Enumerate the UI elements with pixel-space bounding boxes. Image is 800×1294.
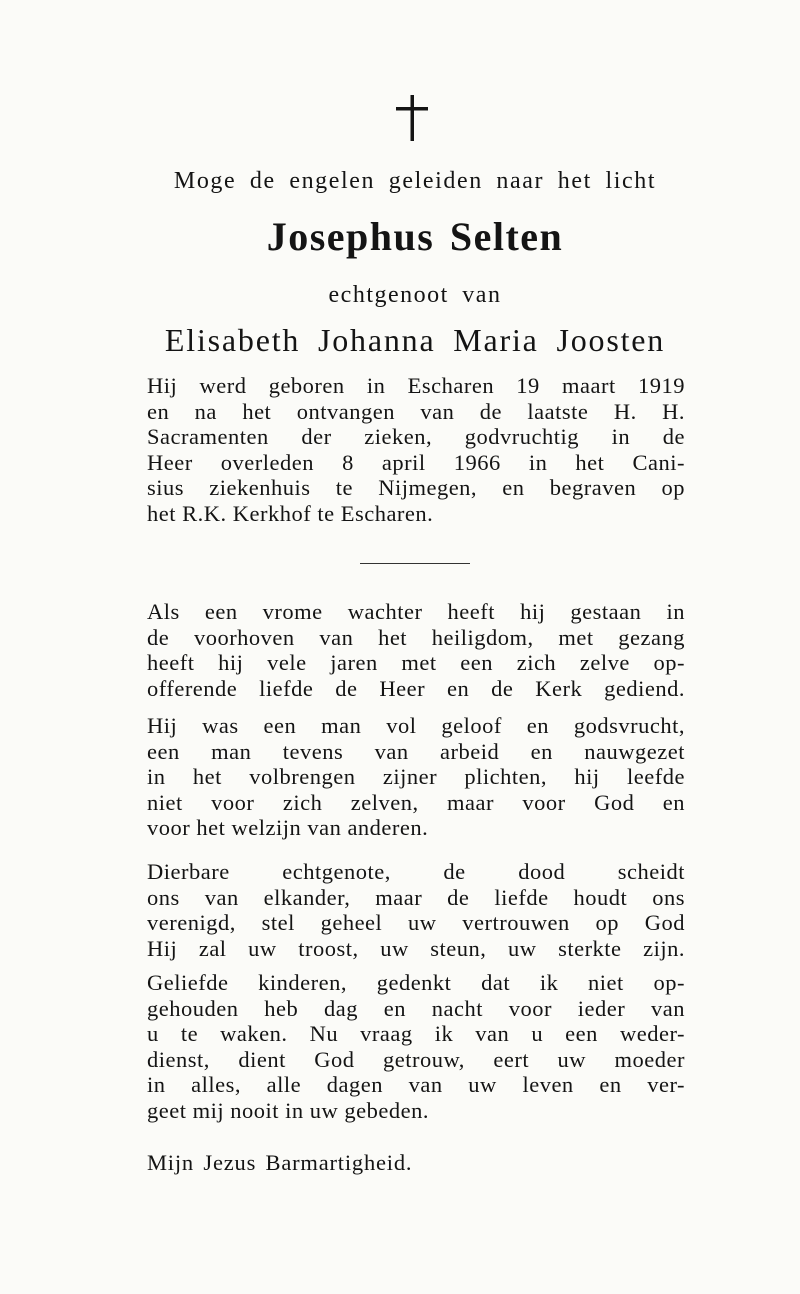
text-line: Dierbare echtgenote, de dood scheidt	[147, 859, 685, 884]
verse-paragraph-1	[147, 599, 685, 701]
text-line: geet mij nooit in uw gebeden.	[147, 1097, 429, 1123]
text-line: in alles, alle dagen van uw leven en ver-	[147, 1072, 685, 1097]
text-line: Hij was een man vol geloof en godsvrucht,	[147, 713, 685, 738]
text-line: het R.K. Kerkhof te Escharen.	[147, 500, 434, 526]
text-line: heeft hij vele jaren met een zich zelve op-	[147, 650, 685, 675]
spouse-name: Elisabeth Johanna Maria Joosten	[164, 322, 666, 358]
closing-prayer: Mijn Jezus Barmartigheid.	[147, 1150, 413, 1175]
text-line: Geliefde kinderen, gedenkt dat ik niet op-	[147, 970, 685, 995]
verse-paragraph-3	[147, 859, 685, 961]
text-line: sius ziekenhuis te Nijmegen, en begraven op	[147, 475, 685, 500]
biography-paragraph	[147, 373, 685, 526]
text-line: Hij zal uw troost, uw steun, uw sterkte zijn.	[147, 935, 685, 961]
text-line: verenigd, stel geheel uw vertrouwen op God	[147, 910, 685, 935]
text-line: gehouden heb dag en nacht voor ieder van	[147, 995, 685, 1021]
text-line: dienst, dient God getrouw, eert uw moeder	[147, 1046, 685, 1072]
text-line: offerende liefde de Heer en de Kerk gediend.	[147, 675, 685, 701]
verse-paragraph-4	[147, 970, 685, 1123]
text-line: de voorhoven van het heiligdom, met gezang	[147, 624, 685, 650]
text-line: Hij werd geboren in Escharen 19 maart 1919	[147, 373, 685, 398]
spouse-label: echtgenoot van	[328, 282, 502, 308]
text-line: een man tevens van arbeid en nauwgezet	[147, 738, 685, 764]
intro-text: Moge de engelen geleiden naar het licht	[173, 168, 657, 194]
text-line: in het volbrengen zijner plichten, hij leefde	[147, 764, 685, 789]
text-line: Heer overleden 8 april 1966 in het Cani-	[147, 449, 685, 475]
cross-icon	[392, 95, 432, 141]
verse-paragraph-2	[147, 713, 685, 841]
divider	[360, 563, 470, 564]
text-line: Sacramenten der zieken, godvruchtig in de	[147, 424, 685, 449]
text-line: ons van elkander, maar de liefde houdt ons	[147, 884, 685, 910]
text-line: Als een vrome wachter heeft hij gestaan in	[147, 599, 685, 624]
text-line: niet voor zich zelven, maar voor God en	[147, 789, 685, 815]
text-line: en na het ontvangen van de laatste H. H.	[147, 398, 685, 424]
text-line: voor het welzijn van anderen.	[147, 815, 429, 840]
text-line: u te waken. Nu vraag ik van u een weder-	[147, 1021, 685, 1046]
deceased-name: Josephus Selten	[266, 214, 564, 259]
